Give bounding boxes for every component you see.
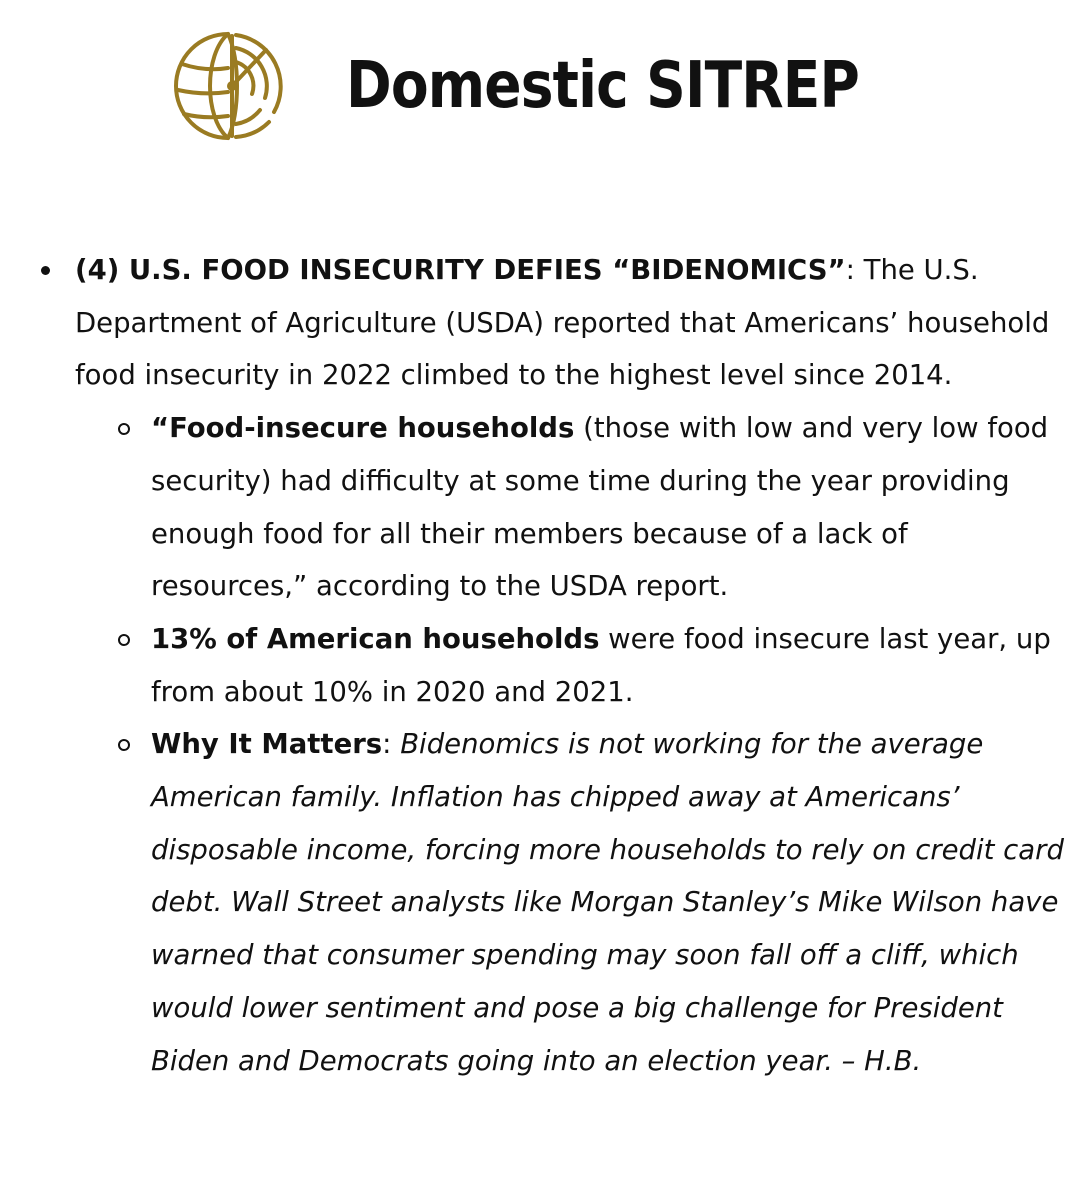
header: [0, 0, 1088, 180]
article-body: [30, 244, 1070, 1087]
bullet-bold: 13% of American households: [151, 622, 600, 655]
intro-text: : The U.S. Department of Agriculture (USDA) reported that Americans’ household food insecurity in 2022 climbed to the highest level since 2014.: [75, 254, 1050, 392]
bullet-text: (those with low and very low food security) had difficulty at some time during the year providing enough food for all their members because of a lack of resources,” according to the USDA report.: [151, 412, 1049, 603]
sub-list-item: [75, 718, 1070, 1087]
headline: (4) U.S. FOOD INSECURITY DEFIES “BIDENOMICS”: [75, 254, 846, 286]
bullet-text: were food insecure last year, up from about 10% in 2020 and 2021.: [151, 622, 1051, 708]
bullet-bold: Why It Matters: [151, 728, 383, 761]
main-list: [30, 244, 1070, 1087]
bullet-sep: :: [382, 728, 401, 761]
sub-list: [75, 402, 1070, 1087]
brand-title: Domestic SITREP: [346, 49, 859, 123]
list-item: [30, 244, 1070, 1087]
sub-list-item: [75, 613, 1070, 718]
globe-radar-icon: [170, 28, 286, 144]
bullet-italic: Bidenomics is not working for the average American family. Inflation has chipped away at Americans’ disposable income, forcing more households to rely on credit card debt. Wall Street analysts like Morgan Stanley’s Mike Wilson have warned that consumer spending may soon fall off a cliff, which would lower sentiment and pose a big challenge for President Biden and Democrats going into an election year. – H.B.: [151, 728, 1064, 1077]
sub-list-item: [75, 402, 1070, 613]
bullet-bold: “Food-insecure households: [151, 412, 575, 445]
